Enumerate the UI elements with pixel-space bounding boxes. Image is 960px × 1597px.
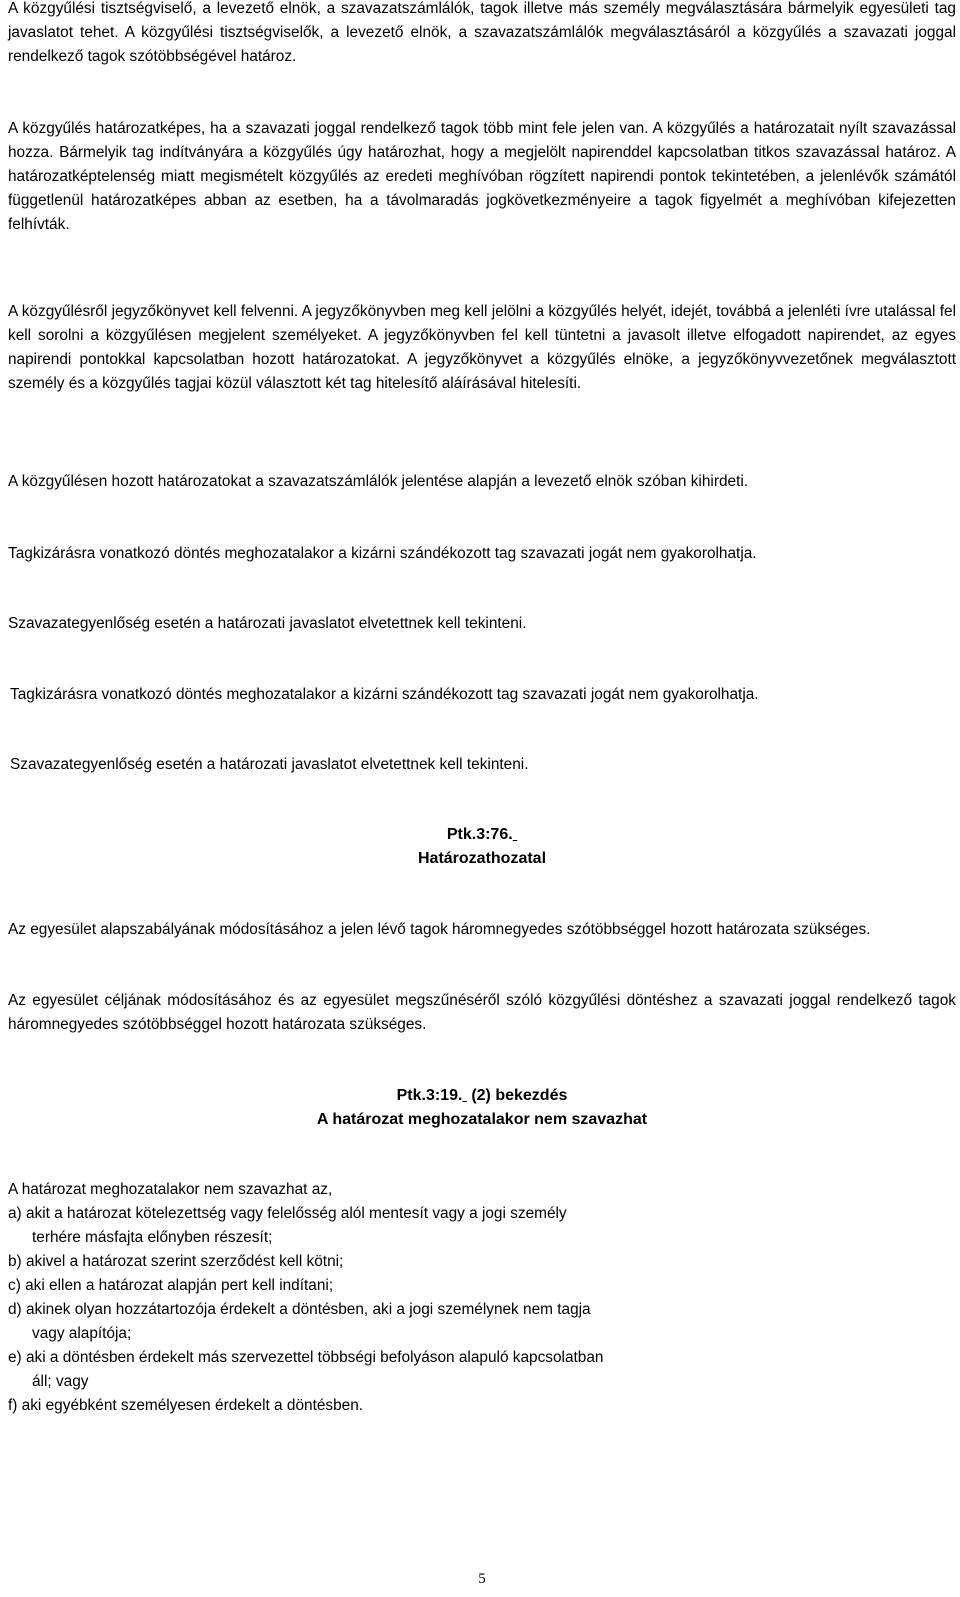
document-page — [8, 0, 956, 1597]
paragraph-statute-amendment: Az egyesület alapszabályának módosításához a jelen lévő tagok háromnegyedes szótöbbséggel hozott határozata szükséges. — [8, 921, 871, 938]
section-ref-suffix: (2) bekezdés — [471, 1087, 568, 1104]
list-item — [8, 1346, 956, 1394]
list-item — [8, 1274, 956, 1298]
paragraph-tie-vote-repeat: Szavazategyenlőség esetén a határozati javaslatot elvetettnek kell tekinteni. — [10, 756, 529, 773]
paragraph-announcement: A közgyűlésen hozott határozatokat a szavazatszámlálók jelentése alapján a levezető elnök szóban kihirdeti. — [8, 473, 749, 490]
list-item — [8, 1202, 956, 1250]
list-item-text: d) akinek olyan hozzátartozója érdekelt a döntésben, aki a jogi személynek nem tagja — [8, 1301, 591, 1318]
section-title-no-vote: A határozat meghozatalakor nem szavazhat — [316, 1111, 648, 1128]
paragraph-tie-vote: Szavazategyenlőség esetén a határozati javaslatot elvetettnek kell tekinteni. — [8, 615, 527, 632]
section-title-decision-making: Határozathozatal — [417, 850, 547, 867]
list-item-text: c) aki ellen a határozat alapján pert kell indítani; — [8, 1277, 334, 1294]
paragraph-officers-election: A közgyűlési tisztségviselő, a levezető elnök, a szavazatszámlálók, tagok illetve más személy megválasztására bármelyik egyesületi tag javaslatot tehet. A közgyűlési tisztségviselők, a levezető elnök, a szavazatszámlálók megválasztásáról a közgyűlés a szavazati joggal rendelkező tagok szótöbbségével határoz. — [8, 0, 956, 65]
paragraph-minutes: A közgyűlésről jegyzőkönyvet kell felvenni. A jegyzőkönyvben meg kell jelölni a közgyűlés helyét, idejét, továbbá a jelenléti ívre utalással fel kell sorolni a közgyűlésen megjelent személyeket. A jegyzőkönyvben fel kell tüntetni a javasolt illetve elfogadott napirendet, az egyes napirendi pontokkal kapcsolatban hozott határozatokat. A jegyzőkönyvet a közgyűlés elnöke, a jegyzőkönyvvezetőnek megválasztott személy és a közgyűlés tagjai közül választott két tag hitelesítő aláírásával hitelesíti. — [8, 303, 956, 392]
list-item — [8, 1394, 956, 1418]
list-item — [8, 1298, 956, 1346]
list-item-continuation: áll; vagy — [32, 1373, 89, 1390]
list-item-continuation: terhére másfajta előnyben részesít; — [32, 1229, 273, 1246]
section-ref: Ptk.3:19. — [396, 1087, 463, 1104]
list-item-text: e) aki a döntésben érdekelt más szervezettel többségi befolyáson alapuló kapcsolatban — [8, 1349, 604, 1366]
section-ref: Ptk.3:76. — [446, 826, 513, 843]
paragraph-list-intro: A határozat meghozatalakor nem szavazhat az, — [8, 1181, 333, 1198]
section-reference-ptk-3-19 — [8, 1084, 956, 1108]
paragraph-quorum: A közgyűlés határozatképes, ha a szavazati joggal rendelkező tagok több mint fele jelen van. A közgyűlés a határozatait nyílt szavazással hozza. Bármelyik tag indítványára a közgyűlés úgy határozhat, hogy a megjelölt napirenddel kapcsolatban titkos szavazással határoz. A határozatképtelenség miatt megismételt közgyűlés az eredeti meghívóban rögzített napirendi pontok tekintetében, a jelenlévők számától függetlenül határozatképes abban az esetben, ha a távolmaradás jogkövetkezményeire a tagok figyelmét a meghívóban kifejezetten felhívták. — [8, 120, 956, 233]
page-number: 5 — [478, 1571, 486, 1587]
list-item-text: a) akit a határozat kötelezettség vagy felelősség alól mentesít vagy a jogi személy — [8, 1205, 567, 1222]
list-item — [8, 1250, 956, 1274]
paragraph-purpose-amendment: Az egyesület céljának módosításához és az egyesület megszűnéséről szóló közgyűlési döntéshez a szavazati joggal rendelkező tagok háromnegyedes szótöbbséggel hozott határozata szükséges. — [8, 992, 956, 1033]
list-item-text: b) akivel a határozat szerint szerződést kell kötni; — [8, 1253, 344, 1270]
paragraph-exclusion-vote: Tagkizárásra vonatkozó döntés meghozatalakor a kizárni szándékozott tag szavazati jogát nem gyakorolhatja. — [8, 545, 757, 562]
exclusion-list — [8, 1202, 956, 1418]
list-item-continuation: vagy alapítója; — [32, 1325, 132, 1342]
paragraph-exclusion-vote-repeat: Tagkizárásra vonatkozó döntés meghozatalakor a kizárni szándékozott tag szavazati jogát nem gyakorolhatja. — [10, 686, 759, 703]
section-reference-ptk-3-76 — [8, 823, 956, 847]
list-item-text: f) aki egyébként személyesen érdekelt a döntésben. — [8, 1397, 364, 1414]
